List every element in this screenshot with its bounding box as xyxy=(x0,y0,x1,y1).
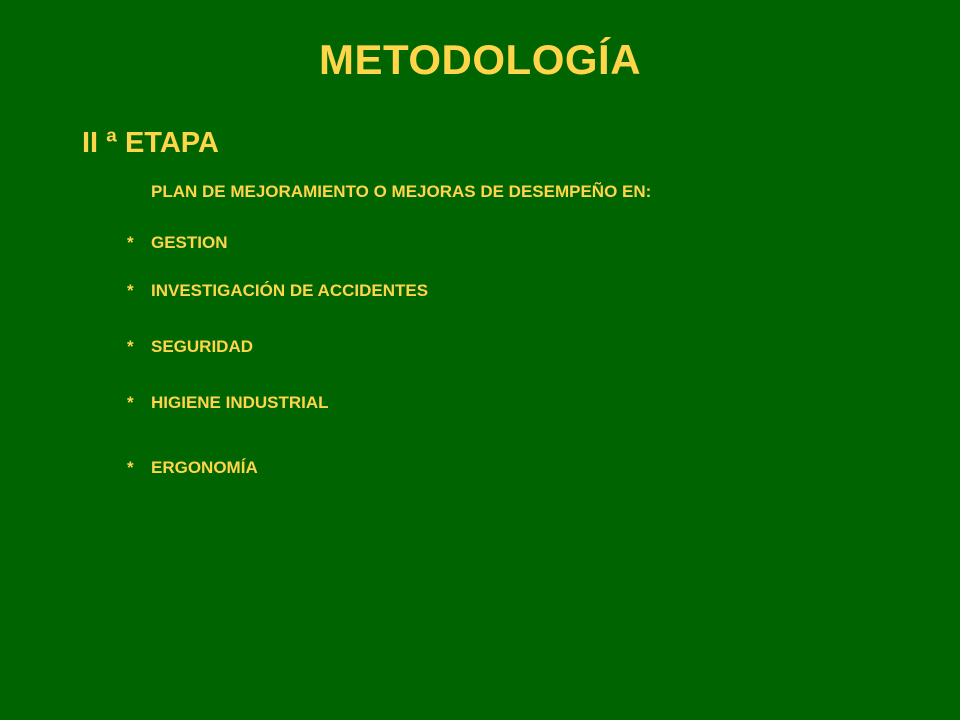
bullet-marker: * xyxy=(127,337,134,356)
bullet-item-gestion xyxy=(127,233,228,253)
stage-heading: II ª ETAPA xyxy=(82,127,219,159)
bullet-marker: * xyxy=(127,281,134,300)
bullet-marker: * xyxy=(127,233,134,252)
bullet-text: SEGURIDAD xyxy=(151,337,254,356)
bullet-text: HIGIENE INDUSTRIAL xyxy=(151,393,329,412)
bullet-item-investigacion xyxy=(127,281,428,301)
bullet-item-ergonomia xyxy=(127,458,258,478)
bullet-item-higiene xyxy=(127,393,329,413)
bullet-text: GESTION xyxy=(151,233,228,252)
bullet-marker: * xyxy=(127,458,134,477)
bullet-item-seguridad xyxy=(127,337,253,357)
bullet-text: INVESTIGACIÓN DE ACCIDENTES xyxy=(151,281,429,300)
bullet-marker: * xyxy=(127,393,134,412)
plan-subtitle: PLAN DE MEJORAMIENTO O MEJORAS DE DESEMPEÑO EN: xyxy=(151,182,652,201)
slide-title: METODOLOGÍA xyxy=(318,36,642,83)
bullet-text: ERGONOMÍA xyxy=(151,458,258,477)
